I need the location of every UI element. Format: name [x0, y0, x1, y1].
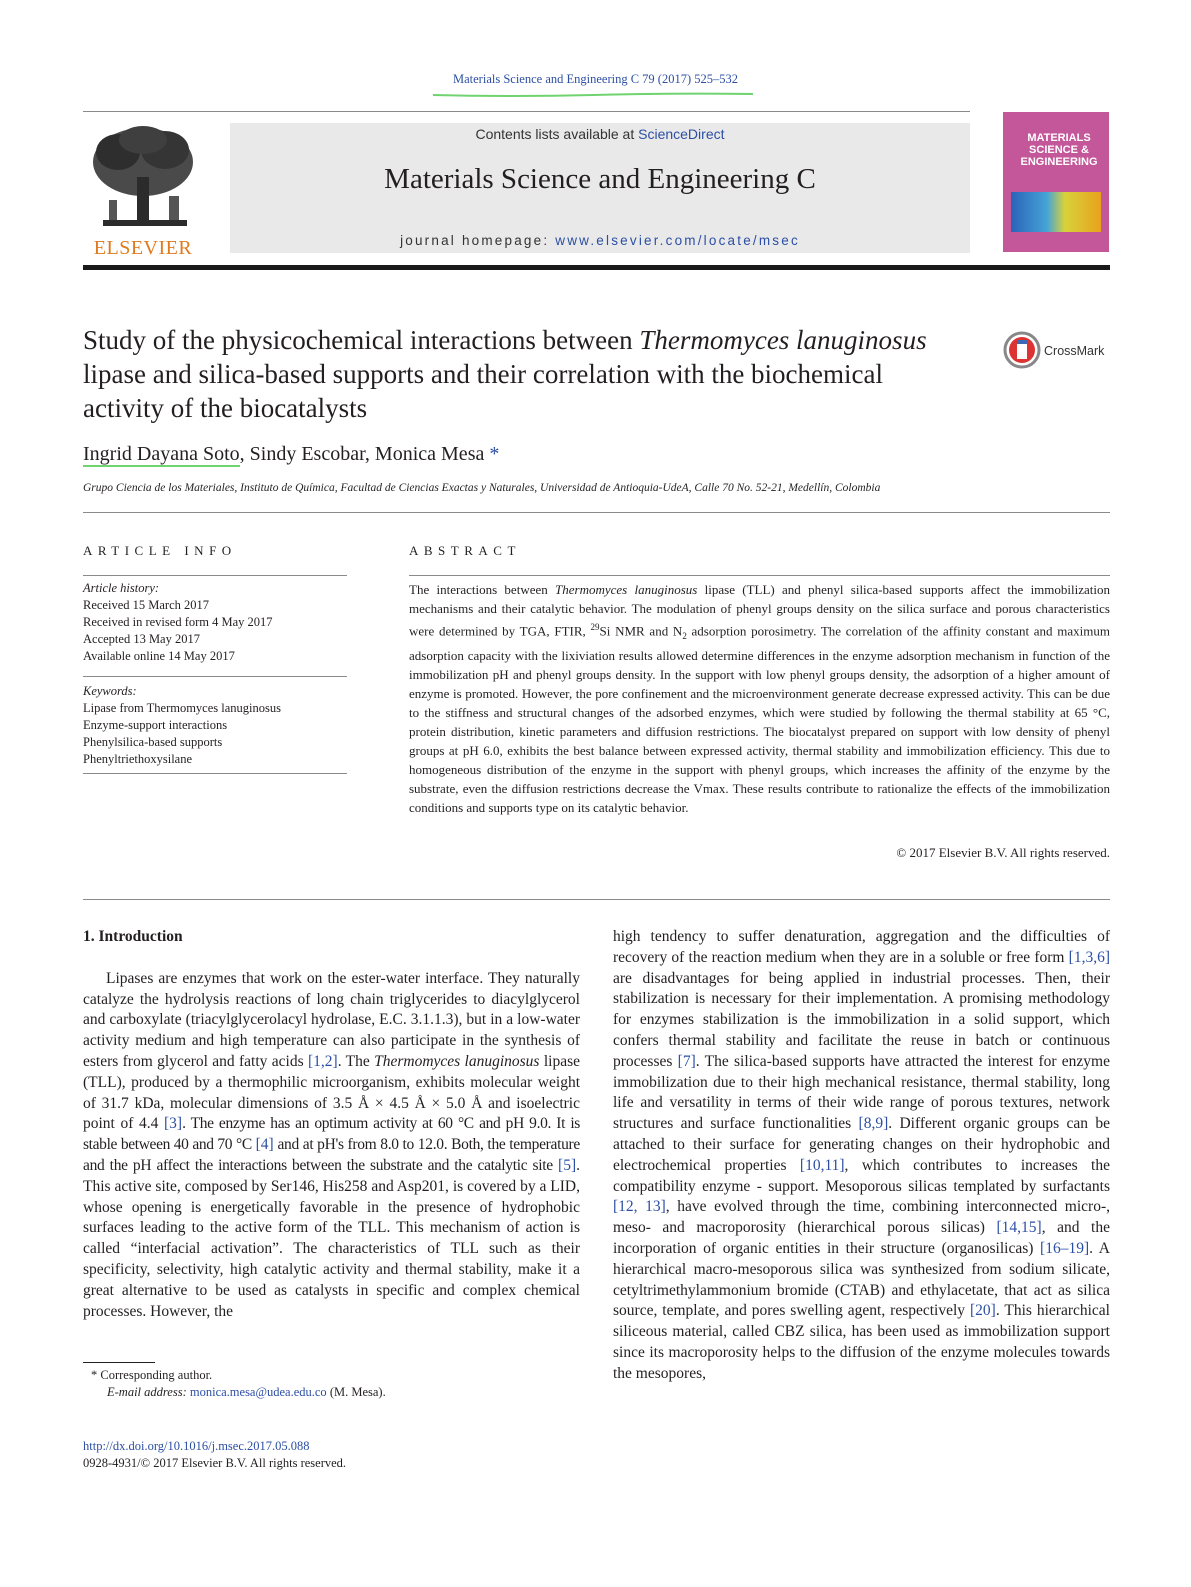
body-column-left	[83, 927, 580, 1322]
text: . This hierarchical siliceous material, called CBZ silica, has been used as immobilization support since its macroporosity helps to the diffusion of the enzyme molecules towards the mesopores,	[613, 1302, 1110, 1382]
abstract-rule	[409, 575, 1110, 576]
accepted-date: Accepted 13 May 2017	[83, 632, 200, 646]
keywords-label: Keywords:	[83, 684, 137, 698]
paragraph	[613, 927, 1110, 1385]
copyright: © 2017 Elsevier B.V. All rights reserved.	[896, 845, 1110, 860]
article-history	[83, 580, 347, 665]
citation-link[interactable]: [4]	[255, 1136, 274, 1154]
text: . The silica-based supports have attracted the interest for enzyme immobilization due to their high mechanical resistance, thermal stability, long life and versatility in terms of their wide range of porous textures, network structures and surface functionalities	[613, 1052, 1110, 1133]
elsevier-logo	[83, 122, 203, 259]
crossmark-icon[interactable]	[1003, 331, 1041, 369]
abstract-part: adsorption porosimetry. The correlation of the affinity constant and maximum adsorption capacity with the lixiviation results allowed determine differences in the enzyme adsorption mechanism in function of the immobilization pH and phenyl groups density. In the support with low phenyl groups density, the adsorption of a higher amount of enzyme is promoted. However, the pore confinement and the microenvironment generate decrease expressed activity. This can be due to the stiffness and structural changes of the adsorbed enzymes, which were studied by following the thermal stability at 65 °C, protein distribution, kinetic parameters and diffusion restrictions. The biocatalyst prepared on support with low density of phenyl groups at pH 6.0, exhibits the best balance between expressed activity, thermal stability and immobilization efficiency. This due to homogeneous distribution of the enzyme in the support with phenyl groups, which increases the affinity of the enzyme by the substrate, even the diffusion restrictions decrease the Vmax. These results contribute to rationalize the effects of the immobilization conditions and supports type on its catalytic behavior.	[409, 623, 1110, 815]
homepage-link[interactable]: www.elsevier.com/locate/msec	[555, 233, 800, 248]
citation-link[interactable]: [5]	[558, 1156, 577, 1174]
keyword: Phenylsilica-based supports	[83, 735, 223, 749]
citation-link[interactable]: [10,11]	[799, 1156, 845, 1174]
footnote-text: Corresponding author.	[97, 1368, 213, 1382]
text: , which contributes to increases the compatibility enzyme - support. Mesoporous silicas templated by surfactants	[613, 1156, 1110, 1195]
title-text-rest: lipase and silica-based supports and their correlation with the biochemical activity of the biocatalysts	[83, 359, 883, 423]
footnote-email	[83, 1384, 583, 1401]
text: , have evolved through the time, combining interconnected micro-, meso- and macroporosity (hierarchical porous silicas)	[613, 1198, 1111, 1237]
citation-link[interactable]: [12, 13]	[613, 1198, 666, 1216]
citation-link[interactable]: [8,9]	[858, 1115, 889, 1133]
abstract-part: The interactions between	[409, 582, 556, 597]
email-suffix: (M. Mesa).	[326, 1385, 386, 1399]
sciencedirect-link[interactable]: ScienceDirect	[638, 126, 725, 142]
corresponding-author-mark[interactable]: *	[484, 443, 500, 465]
history-label: Article history:	[83, 581, 160, 595]
journal-banner	[230, 123, 970, 253]
text-species: Thermomyces lanuginosus	[374, 1052, 540, 1070]
text: are disadvantages for being applied in industrial processes. Then, their stabilization is necessary for their implementation. A promising methodology for enzymes stabilization is the immobilization in a solid support, which confers thermal stability and facilitate the reuse in batch or continuous processes	[613, 969, 1110, 1070]
text: lipase (TLL), produced by a thermophilic microorganism, exhibits molecular weight of 31.7 kDa, molecular dimensions of 3.5 Å × 4.5 Å × 5.0 Å and isoelectric point of 4.4	[83, 1052, 580, 1133]
footnote-mark: *	[91, 1368, 98, 1382]
doi-block	[83, 1438, 583, 1472]
info-rule	[83, 575, 347, 576]
journal-title: Materials Science and Engineering C	[384, 163, 816, 195]
body-rule	[83, 899, 1110, 900]
highlight-underline	[433, 92, 753, 98]
abstract-heading: ABSTRACT	[409, 543, 521, 558]
online-date: Available online 14 May 2017	[83, 649, 235, 663]
affiliation: Grupo Ciencia de los Materiales, Instituto de Química, Facultad de Ciencias Exactas y Naturales, Universidad de Antioquia-UdeA, Calle 70 No. 52-21, Medellín, Colombia	[83, 482, 881, 494]
header-thick-rule	[83, 265, 1110, 270]
email-label: E-mail address:	[107, 1385, 190, 1399]
section-heading: 1. Introduction	[83, 928, 183, 945]
footnote-corresponding	[83, 1367, 583, 1384]
cover-image	[1011, 192, 1101, 232]
contents-prefix: Contents lists available at	[475, 126, 639, 142]
paragraph	[83, 969, 580, 1323]
citation-link[interactable]: [1,2]	[307, 1052, 338, 1070]
keyword: Phenyltriethoxysilane	[83, 752, 193, 766]
doi-link[interactable]: http://dx.doi.org/10.1016/j.msec.2017.05.088	[83, 1439, 310, 1453]
citation-link[interactable]: [20]	[969, 1302, 996, 1320]
article-info-heading: ARTICLE INFO	[83, 543, 237, 558]
citation-link[interactable]: [14,15]	[996, 1219, 1042, 1237]
citation-link[interactable]: [3]	[164, 1115, 183, 1133]
text: and at pH's from 8.0 to 12.0. Both, the temperature and the pH affect the interactions between the substrate and the catalytic site	[83, 1136, 580, 1174]
issn-line: 0928-4931/© 2017 Elsevier B.V. All rights reserved.	[83, 1456, 347, 1470]
author-list: , Sindy Escobar, Monica Mesa	[239, 443, 485, 465]
affiliation-rule	[83, 512, 1110, 513]
journal-cover-thumbnail[interactable]	[1003, 112, 1109, 252]
body-column-right	[613, 927, 1110, 1385]
superscript: 29	[590, 622, 600, 632]
citation-link[interactable]: [16–19]	[1040, 1239, 1090, 1257]
footnote-rule	[83, 1362, 155, 1363]
text: . The	[337, 1052, 375, 1070]
journal-reference-link[interactable]: Materials Science and Engineering C 79 (2017) 525–532	[453, 72, 738, 86]
received-date: Received 15 March 2017	[83, 598, 210, 612]
article-title	[83, 323, 963, 425]
keywords	[83, 683, 347, 768]
header-rule	[83, 111, 970, 112]
text: , and the incorporation of organic entities in their structure (organosilicas)	[613, 1219, 1110, 1257]
text: . A hierarchical macro-mesoporous silica was synthesized from sodium silicate, cetyltrimethylammonium bromide (CTAB) and ethylacetate, that act as silica source, template, and pores swelling agent, respectively	[613, 1239, 1110, 1320]
cover-title: MATERIALS SCIENCE & ENGINEERING	[1020, 132, 1098, 168]
abstract-part: Si NMR and N	[599, 623, 683, 639]
title-species: Thermomyces lanuginosus	[639, 325, 927, 355]
text: high tendency to suffer denaturation, aggregation and the difficulties of recovery of the reaction medium when they are in a soluble or free form	[613, 928, 1110, 966]
title-text: Study of the physicochemical interactions between	[83, 325, 640, 355]
keyword: Enzyme-support interactions	[83, 718, 228, 732]
text: . The enzyme has an optimum activity at 60 °C and pH 9.0. It is stable between 40 and 70 °C	[83, 1115, 580, 1154]
author-link[interactable]: Ingrid Dayana Soto	[83, 443, 240, 465]
text: Lipases are enzymes that work on the ester-water interface. They naturally catalyze the hydrolysis reactions of long chain triglycerides to diacylglycerol and carboxylate (triacylglycerolacyl hydrolase, E.C. 3.1.1.3), but in a low-water activity medium and high temperature can also participate in the synthesis of esters from glycerol and fatty acids	[83, 969, 580, 1070]
authors	[83, 443, 499, 466]
abstract-text	[409, 580, 1110, 817]
abstract-species: Thermomyces lanuginosus	[555, 582, 698, 597]
subscript: 2	[682, 630, 687, 641]
info-rule	[83, 676, 347, 677]
text: . Different organic groups can be attached to their surface for generating changes on their hydrophobic and electrochemical properties	[613, 1115, 1110, 1174]
email-link[interactable]: monica.mesa@udea.edu.co	[189, 1385, 327, 1399]
abstract-part: lipase (TLL) and phenyl silica-based supports affect the immobilization mechanisms and their catalytic behavior. The modulation of phenyl groups density on the silica surface and porous characteristics were determined by TGA, FTIR,	[409, 582, 1110, 639]
citation-link[interactable]: [7]	[677, 1052, 696, 1070]
text: . This active site, composed by Ser146, His258 and Asp201, is covered by a LID, whose opening is energetically favorable in the presence of hydrophobic surfaces leading to the active form of the TLL. This mechanism of action is called “interfacial activation”. The characteristics of TLL such as their specificity, selectivity, high catalytic activity and thermal stability, make it a great alternative to be used as catalysts in specific and complex chemical processes. However, the	[83, 1156, 580, 1320]
info-rule	[83, 773, 347, 774]
homepage-prefix: journal homepage:	[400, 233, 556, 248]
keyword: Lipase from Thermomyces lanuginosus	[83, 701, 281, 715]
contents-line	[230, 126, 970, 142]
citation-link[interactable]: [1,3,6]	[1068, 948, 1110, 966]
publisher-wordmark: ELSEVIER	[93, 237, 193, 259]
footnote	[83, 1367, 583, 1401]
tree-icon	[83, 122, 203, 234]
homepage-line	[230, 233, 970, 248]
revised-date: Received in revised form 4 May 2017	[83, 615, 273, 629]
crossmark-label[interactable]: CrossMark	[1044, 344, 1105, 358]
